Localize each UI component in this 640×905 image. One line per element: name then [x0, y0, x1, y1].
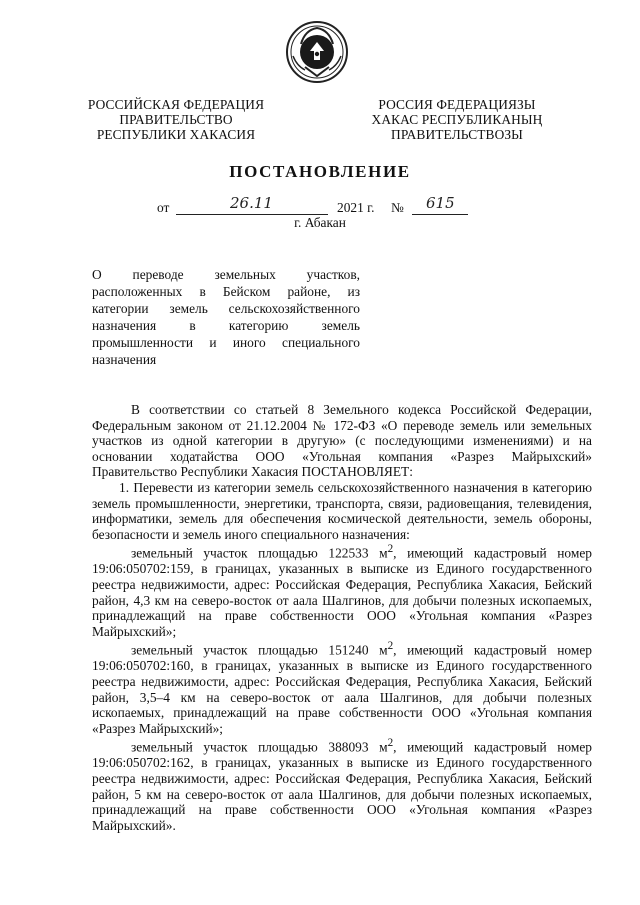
area-unit-superscript: 2: [387, 640, 394, 653]
plot-paragraph: [92, 639, 592, 736]
plot-details-text: , имеющий кадастровый номер 19:06:050702:160, в границах, указанных в выписке из Единого государственного реестра недвижимости, адрес: Российская Федерация, Республика Хакасия, Бейский район, 3,5–4 км на северо-восток от аала Шалгинов, для добычи полезных ископаемых, принадлежащий на праве собственности ООО «Угольная компания «Разрез Майрыхский»;: [92, 642, 592, 736]
header-left-line: РОССИЙСКАЯ ФЕДЕРАЦИЯ: [87, 97, 265, 112]
document-type-title: ПОСТАНОВЛЕНИЕ: [229, 162, 411, 181]
header-right-line: РОССИЯ ФЕДЕРАЦИЯЗЫ: [378, 97, 536, 112]
handwritten-date: 26.11: [230, 194, 273, 212]
handwritten-number: 615: [426, 194, 455, 212]
plot-area-text: земельный участок площадью 388093 м: [131, 739, 388, 755]
header-left-block: [78, 97, 274, 142]
area-unit-superscript: 2: [387, 543, 394, 556]
header-left-line: РЕСПУБЛИКИ ХАКАСИЯ: [96, 127, 256, 142]
preamble-paragraph: В соответствии со статьей 8 Земельного кодекса Российской Федерации, Федеральным законом от 21.12.2004 № 172-ФЗ «О переводе земель или земельных участков из одной категории в другую» (с последующими изменениями) и на основании ходатайства ООО «Угольная компания «Разрез Майрыхский» Правительство Республики Хакасия ПОСТАНОВЛЯЕТ:: [92, 402, 592, 480]
plot-details-text: , имеющий кадастровый номер 19:06:050702:159, в границах, указанных в выписке из Единого государственного реестра недвижимости, адрес: Российская Федерация, Республика Хакасия, Бейский район, 4,3 км на северо-восток от аала Шалгинов, для добычи полезных ископаемых, принадлежащий на праве собственности ООО «Угольная компания «Разрез Майрыхский»;: [92, 545, 592, 639]
header-right-line: ХАКАС РЕСПУБЛИКАНЫҢ: [371, 112, 543, 127]
plot-paragraph: [92, 736, 592, 833]
body-text: [92, 402, 592, 833]
number-label: №: [391, 200, 404, 215]
header-right-line: ПРАВИТЕЛЬСТВОЗЫ: [391, 127, 523, 142]
city-label: г. Абакан: [294, 215, 346, 230]
from-label: от: [157, 200, 170, 215]
khakassia-coat-of-arms-icon: [285, 20, 349, 84]
item-1-paragraph: 1. Перевести из категории земель сельскохозяйственного назначения в категорию земель промышленности, энергетики, транспорта, связи, радиовещания, телевидения, информатики, земель для обеспечения космической деятельности, земель обороны, безопасности и земель иного специального назначения:: [92, 479, 592, 542]
subject-block: О переводе земельных участков, расположенных в Бейском районе, из категории земель сельскохозяйственного назначения в категорию земель промышленности и иного специального назначения: [92, 267, 360, 367]
plot-paragraph: [92, 542, 592, 639]
plot-area-text: земельный участок площадью 151240 м: [131, 642, 388, 658]
header-left-line: ПРАВИТЕЛЬСТВО: [119, 112, 233, 127]
plot-area-text: земельный участок площадью 122533 м: [131, 545, 388, 561]
header-right-block: [348, 97, 566, 142]
area-unit-superscript: 2: [387, 737, 394, 750]
plot-details-text: , имеющий кадастровый номер 19:06:050702:162, в границах, указанных в выписке из Единого государственного реестра недвижимости, адрес: Российская Федерация, Республика Хакасия, Бейский район, 5 км на северо-восток от аала Шалгинов, для добычи полезных ископаемых, принадлежащий на праве собственности ООО «Угольная компания «Разрез Майрыхский».: [92, 739, 592, 833]
year-label: 2021 г.: [337, 200, 375, 215]
